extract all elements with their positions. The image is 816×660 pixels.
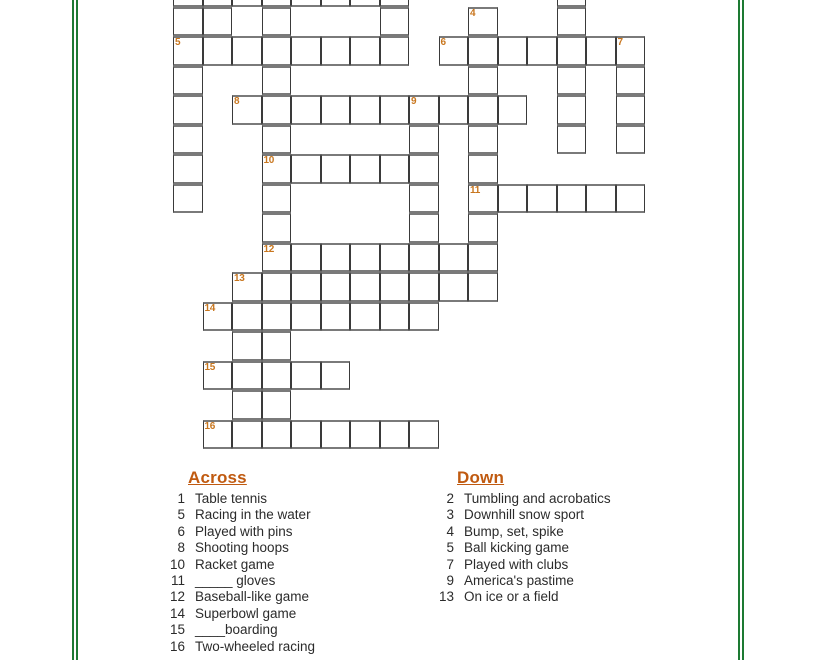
crossword-cell[interactable] — [321, 154, 351, 184]
crossword-cell[interactable] — [439, 243, 469, 273]
crossword-cell[interactable] — [616, 125, 646, 155]
clue-number: 3 — [446, 507, 454, 523]
crossword-cell[interactable] — [527, 36, 557, 66]
crossword-cell[interactable] — [468, 243, 498, 273]
clue-number: 2 — [446, 491, 454, 506]
crossword-cell[interactable] — [527, 184, 557, 214]
crossword-cell[interactable] — [409, 213, 439, 243]
clue-item — [163, 524, 433, 540]
cell-number: 6 — [440, 37, 446, 48]
crossword-cell[interactable] — [173, 66, 203, 96]
crossword-cell[interactable] — [291, 420, 321, 450]
crossword-cell[interactable] — [350, 154, 380, 184]
clue-text: Table tennis — [195, 491, 268, 506]
crossword-cell[interactable] — [468, 125, 498, 155]
clue-number: 9 — [446, 573, 454, 589]
clue-item — [163, 639, 433, 655]
crossword-cell[interactable] — [439, 272, 469, 302]
crossword-cell[interactable] — [468, 154, 498, 184]
crossword-cell[interactable] — [557, 125, 587, 155]
clue-item — [163, 573, 433, 589]
clue-number: 11 — [170, 573, 185, 589]
crossword-cell[interactable] — [498, 184, 528, 214]
clue-number: 7 — [446, 556, 454, 572]
clue-text: Baseball-like game — [195, 589, 310, 605]
clue-text: America's pastime — [464, 573, 574, 589]
crossword-cell[interactable] — [173, 7, 203, 37]
clue-item — [163, 507, 433, 523]
crossword-cell[interactable] — [262, 184, 292, 214]
crossword-cell[interactable] — [173, 154, 203, 184]
crossword-cell[interactable] — [409, 272, 439, 302]
crossword-cell[interactable] — [262, 272, 292, 302]
crossword-cell[interactable] — [557, 184, 587, 214]
cell-number: 12 — [263, 243, 275, 255]
cell-number: 14 — [204, 302, 216, 314]
clue-item — [432, 589, 712, 605]
crossword-cell[interactable] — [380, 154, 410, 184]
clue-text: Two-wheeled racing — [195, 638, 316, 654]
crossword-cell[interactable] — [557, 36, 587, 66]
clue-number: 10 — [169, 556, 185, 572]
crossword-cell[interactable] — [409, 125, 439, 155]
crossword-cell[interactable] — [468, 184, 498, 214]
crossword-cell[interactable] — [291, 36, 321, 66]
clue-number: 15 — [169, 622, 185, 638]
crossword-cell[interactable] — [291, 243, 321, 273]
crossword-cell[interactable] — [173, 36, 203, 66]
clue-number: 5 — [177, 507, 185, 523]
clue-text: _____ gloves — [195, 573, 276, 589]
cell-number: 7 — [617, 37, 623, 48]
crossword-cell[interactable] — [321, 243, 351, 273]
cell-number: 13 — [234, 273, 245, 284]
crossword-cell[interactable] — [350, 243, 380, 273]
crossword-cell[interactable] — [262, 213, 292, 243]
crossword-cell[interactable] — [203, 7, 233, 37]
cell-number: 15 — [204, 361, 216, 373]
crossword-cell[interactable] — [232, 390, 262, 420]
across-clue-list — [163, 491, 433, 655]
clue-item — [163, 491, 433, 507]
crossword-cell[interactable] — [262, 390, 292, 420]
clue-text: On ice or a field — [464, 589, 559, 605]
crossword-cell[interactable] — [291, 0, 321, 7]
crossword-cell[interactable] — [262, 420, 292, 450]
crossword-cell[interactable] — [321, 272, 351, 302]
clue-text: Tumbling and acrobatics — [464, 491, 611, 506]
crossword-cell[interactable] — [557, 95, 587, 125]
clue-item — [163, 540, 433, 556]
crossword-cell[interactable] — [173, 125, 203, 155]
crossword-cell[interactable] — [380, 36, 410, 66]
clue-text: ____boarding — [195, 622, 278, 638]
clue-text: Racket game — [195, 556, 275, 572]
crossword-cell[interactable] — [232, 0, 262, 7]
crossword-cell[interactable] — [616, 95, 646, 125]
crossword-cell[interactable] — [616, 66, 646, 96]
clue-number: 1 — [177, 491, 185, 506]
crossword-cell[interactable] — [616, 36, 646, 66]
clue-item — [432, 540, 712, 556]
crossword-cell[interactable] — [350, 36, 380, 66]
clue-text: Downhill snow sport — [464, 507, 585, 523]
cell-number: 11 — [470, 184, 480, 196]
down-clue-list — [432, 491, 712, 606]
crossword-cell[interactable] — [380, 95, 410, 125]
cell-number: 10 — [263, 155, 275, 166]
crossword-cell[interactable] — [498, 36, 528, 66]
crossword-cell[interactable] — [262, 361, 292, 391]
crossword-cell[interactable] — [262, 243, 292, 273]
crossword-cell[interactable] — [262, 154, 292, 184]
crossword-cell[interactable] — [262, 302, 292, 332]
across-clue-column — [163, 468, 433, 655]
clue-text: Bump, set, spike — [464, 523, 564, 539]
crossword-cell[interactable] — [203, 36, 233, 66]
crossword-cell[interactable] — [291, 302, 321, 332]
crossword-cell[interactable] — [262, 66, 292, 96]
crossword-cell[interactable] — [232, 420, 262, 450]
crossword-cell[interactable] — [203, 361, 233, 391]
crossword-cell[interactable] — [262, 7, 292, 37]
clue-text: Ball kicking game — [464, 540, 570, 556]
crossword-cell[interactable] — [203, 302, 233, 332]
crossword-cell[interactable] — [557, 66, 587, 96]
clue-number: 8 — [177, 540, 185, 556]
clue-number: 12 — [169, 589, 185, 605]
clue-number: 14 — [169, 605, 185, 621]
crossword-cell[interactable] — [468, 213, 498, 243]
cell-number: 4 — [470, 7, 476, 19]
clue-item — [163, 589, 433, 605]
crossword-cell[interactable] — [350, 420, 380, 450]
crossword-cell[interactable] — [232, 95, 262, 125]
crossword-cell[interactable] — [616, 184, 646, 214]
clue-number: 13 — [438, 589, 454, 605]
crossword-cell[interactable] — [350, 272, 380, 302]
crossword-cell[interactable] — [468, 36, 498, 66]
clue-item — [163, 557, 433, 573]
crossword-cell[interactable] — [498, 95, 528, 125]
cell-number: 5 — [175, 37, 181, 48]
clue-number: 4 — [446, 523, 454, 539]
crossword-cell[interactable] — [203, 420, 233, 450]
crossword-cell[interactable] — [439, 36, 469, 66]
crossword-cell[interactable] — [262, 125, 292, 155]
crossword-cell[interactable] — [409, 184, 439, 214]
crossword-cell[interactable] — [409, 95, 439, 125]
crossword-cell[interactable] — [409, 243, 439, 273]
crossword-cell[interactable] — [232, 331, 262, 361]
clue-number: 16 — [169, 638, 185, 654]
crossword-cell[interactable] — [468, 95, 498, 125]
crossword-cell[interactable] — [232, 302, 262, 332]
crossword-cell[interactable] — [262, 331, 292, 361]
clue-text: Racing in the water — [195, 507, 311, 523]
crossword-cell[interactable] — [321, 302, 351, 332]
crossword-cell[interactable] — [409, 154, 439, 184]
crossword-cell[interactable] — [291, 361, 321, 391]
crossword-cell[interactable] — [586, 36, 616, 66]
crossword-cell[interactable] — [291, 154, 321, 184]
clue-number: 5 — [446, 540, 454, 556]
down-heading: Down — [457, 468, 505, 487]
crossword-cell[interactable] — [321, 95, 351, 125]
crossword-cell[interactable] — [321, 0, 351, 7]
clue-item — [432, 573, 712, 589]
crossword-cell[interactable] — [291, 272, 321, 302]
crossword-cell[interactable] — [380, 272, 410, 302]
crossword-cell[interactable] — [232, 272, 262, 302]
crossword-cell[interactable] — [439, 95, 469, 125]
crossword-cell[interactable] — [232, 36, 262, 66]
cell-number: 8 — [234, 96, 240, 107]
clue-item — [432, 491, 712, 507]
clue-item — [432, 507, 712, 523]
crossword-cell[interactable] — [380, 302, 410, 332]
crossword-cell[interactable] — [409, 420, 439, 450]
crossword-cell[interactable] — [232, 361, 262, 391]
crossword-cell[interactable] — [468, 272, 498, 302]
cell-number: 9 — [411, 96, 417, 107]
crossword-cell[interactable] — [350, 0, 380, 7]
clue-panel — [0, 468, 816, 660]
crossword-cell[interactable] — [380, 243, 410, 273]
clue-item — [432, 557, 712, 573]
crossword-cell[interactable] — [173, 184, 203, 214]
crossword-cell[interactable] — [380, 420, 410, 450]
down-clue-column — [432, 468, 712, 606]
clue-item — [163, 606, 433, 622]
crossword-cell[interactable] — [380, 7, 410, 37]
crossword-cell[interactable] — [321, 420, 351, 450]
clue-text: Superbowl game — [195, 605, 297, 621]
crossword-cell[interactable] — [262, 95, 292, 125]
cell-number: 16 — [204, 420, 216, 432]
crossword-cell[interactable] — [557, 7, 587, 37]
clue-text: Shooting hoops — [195, 540, 289, 556]
crossword-cell[interactable] — [291, 95, 321, 125]
crossword-cell[interactable] — [586, 184, 616, 214]
crossword-cell[interactable] — [262, 36, 292, 66]
clue-text: Played with clubs — [464, 556, 569, 572]
clue-item — [432, 524, 712, 540]
crossword-cell[interactable] — [409, 302, 439, 332]
crossword-cell[interactable] — [321, 36, 351, 66]
crossword-cell[interactable] — [350, 95, 380, 125]
crossword-cell[interactable] — [468, 66, 498, 96]
crossword-cell[interactable] — [350, 302, 380, 332]
crossword-cell[interactable] — [321, 361, 351, 391]
across-heading: Across — [188, 468, 247, 487]
clue-number: 6 — [177, 523, 185, 539]
clue-text: Played with pins — [195, 523, 293, 539]
clue-item — [163, 622, 433, 638]
crossword-cell[interactable] — [173, 95, 203, 125]
crossword-cell[interactable] — [468, 7, 498, 37]
